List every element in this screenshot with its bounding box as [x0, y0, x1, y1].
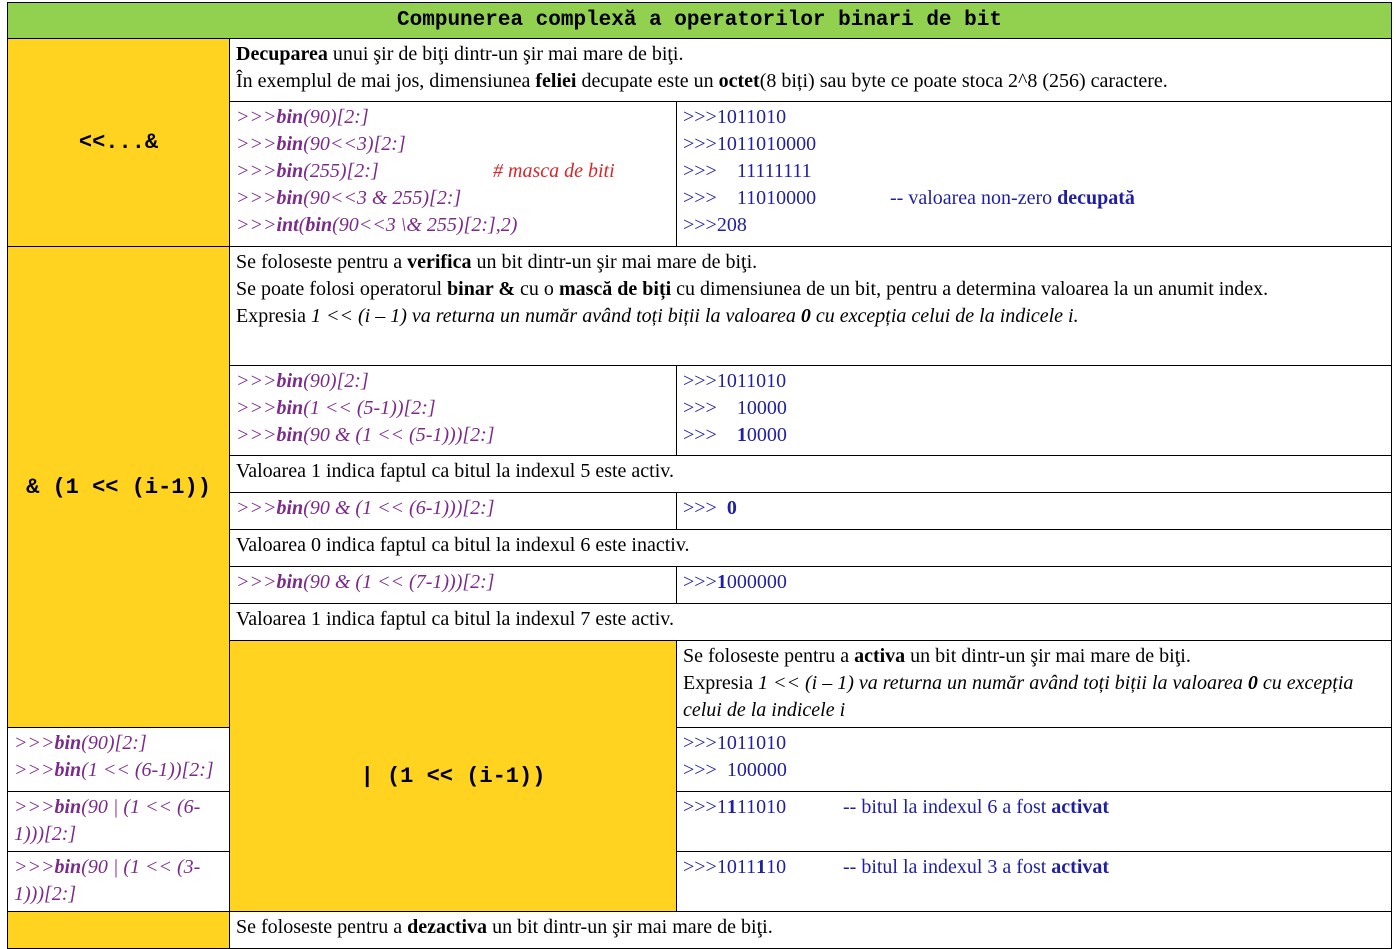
activate-code-cell-2: >>>bin(90 | (1 << (6-1)))[2:] [8, 792, 230, 852]
code-line: >>>bin(90<<3)[2:] [236, 133, 406, 155]
activate-code-cell-3: >>>bin(90 | (1 << (3-1)))[2:] [8, 852, 230, 912]
desc-text: În exemplul de mai jos, dimensiunea [236, 70, 536, 92]
code-line: >>>bin(1 << (6-1))[2:] [14, 759, 214, 781]
check-note-1: Valoarea 1 indica faptul ca bitul la indexul 5 este activ. [230, 456, 1392, 493]
output-note: -- valoarea non-zero decupată [890, 187, 1135, 209]
check-description: Se foloseste pentru a verifica un bit dintr-un şir mai mare de biţi. Se poate folosi operatorul binar & cu o mască de biți cu dimensiunea de un bit, pentru a determina valoarea la un anumit index. Expresia 1 << (i – 1) va returna un număr având toți biții la valoarea 0 cu excepția celui de la indicele i. [230, 247, 1392, 366]
code-line: >>>bin(90)[2:] [236, 370, 369, 392]
slice-output-cell [677, 102, 1392, 247]
check-code-cell-2: >>>bin(90 & (1 << (6-1)))[2:] [230, 493, 677, 530]
check-code-cell [230, 366, 677, 456]
output-line: >>>1011010 [683, 370, 787, 392]
output-note: -- bitul la indexul 6 a fost activat [843, 796, 1110, 818]
output-line: >>> 10000 [683, 397, 787, 419]
bitwise-operators-table [7, 2, 1392, 949]
output-line: >>> 11111111 [683, 160, 812, 182]
slice-code-cell [230, 102, 677, 247]
operator-cell-slice: <<...& [8, 39, 230, 247]
code-line: >>>bin(255)[2:] # masca de biti [236, 158, 670, 185]
operator-cell-deactivate [8, 912, 230, 949]
desc-bold: Decuparea [236, 43, 328, 65]
slice-description [230, 39, 1392, 102]
code-line: >>>bin(90<<3 & 255)[2:] [236, 187, 462, 209]
output-line: >>>1011010 [683, 732, 787, 754]
check-note-2: Valoarea 0 indica faptul ca bitul la indexul 6 este inactiv. [230, 530, 1392, 567]
activate-description: Se foloseste pentru a activa un bit dintr-un şir mai mare de biţi. Expresia 1 << (i – 1) va returna un număr având toți biții la valoarea 0 cu excepția celui de la indicele i [677, 641, 1392, 728]
table-title: Compunerea complexă a operatorilor binari de bit [8, 3, 1392, 39]
desc-text: decupate este un [576, 70, 719, 92]
code-line: >>>bin(90 & (1 << (5-1)))[2:] [236, 424, 495, 446]
desc-bold: octet [718, 70, 760, 92]
code-line: >>>bin(90)[2:] [14, 732, 147, 754]
output-line: >>> 11010000 -- valoarea non-zero decupată [683, 185, 1385, 212]
operator-cell-activate: | (1 << (i-1)) [230, 641, 677, 912]
desc-bold: feliei [535, 70, 577, 92]
activate-output-cell-3: >>>1011110 -- bitul la indexul 3 a fost activat [677, 852, 1392, 912]
operator-cell-check: & (1 << (i-1)) [8, 247, 230, 728]
check-output-cell-2: >>> 0 [677, 493, 1392, 530]
check-note-3: Valoarea 1 indica faptul ca bitul la indexul 7 este activ. [230, 604, 1392, 641]
bitwise-table-container [7, 2, 1391, 938]
code-line: >>>bin(1 << (5-1))[2:] [236, 397, 436, 419]
output-line: >>> 10000 [683, 424, 787, 446]
code-comment: # masca de biti [493, 160, 615, 182]
check-code-cell-3: >>>bin(90 & (1 << (7-1)))[2:] [230, 567, 677, 604]
activate-output-cell [677, 728, 1392, 792]
output-line: >>>1011010000 [683, 133, 817, 155]
desc-text: unui şir de biţi dintr-un şir mai mare de biţi. [327, 43, 684, 65]
check-output-cell [677, 366, 1392, 456]
desc-text: (8 biți) sau byte ce poate stoca 2^8 (256) caractere. [759, 70, 1168, 92]
output-line: >>>1011010 [683, 106, 787, 128]
check-output-cell-3: >>>1000000 [677, 567, 1392, 604]
code-line: >>>bin(90)[2:] [236, 106, 369, 128]
activate-code-cell [8, 728, 230, 792]
deactivate-description: Se foloseste pentru a dezactiva un bit dintr-un şir mai mare de biţi. [230, 912, 1392, 949]
code-line: >>>int(bin(90<<3 \& 255)[2:],2) [236, 214, 518, 236]
output-line: >>>208 [683, 214, 747, 236]
activate-output-cell-2: >>>1111010 -- bitul la indexul 6 a fost activat [677, 792, 1392, 852]
output-line: >>> 100000 [683, 759, 787, 781]
output-note: -- bitul la indexul 3 a fost activat [843, 856, 1110, 878]
